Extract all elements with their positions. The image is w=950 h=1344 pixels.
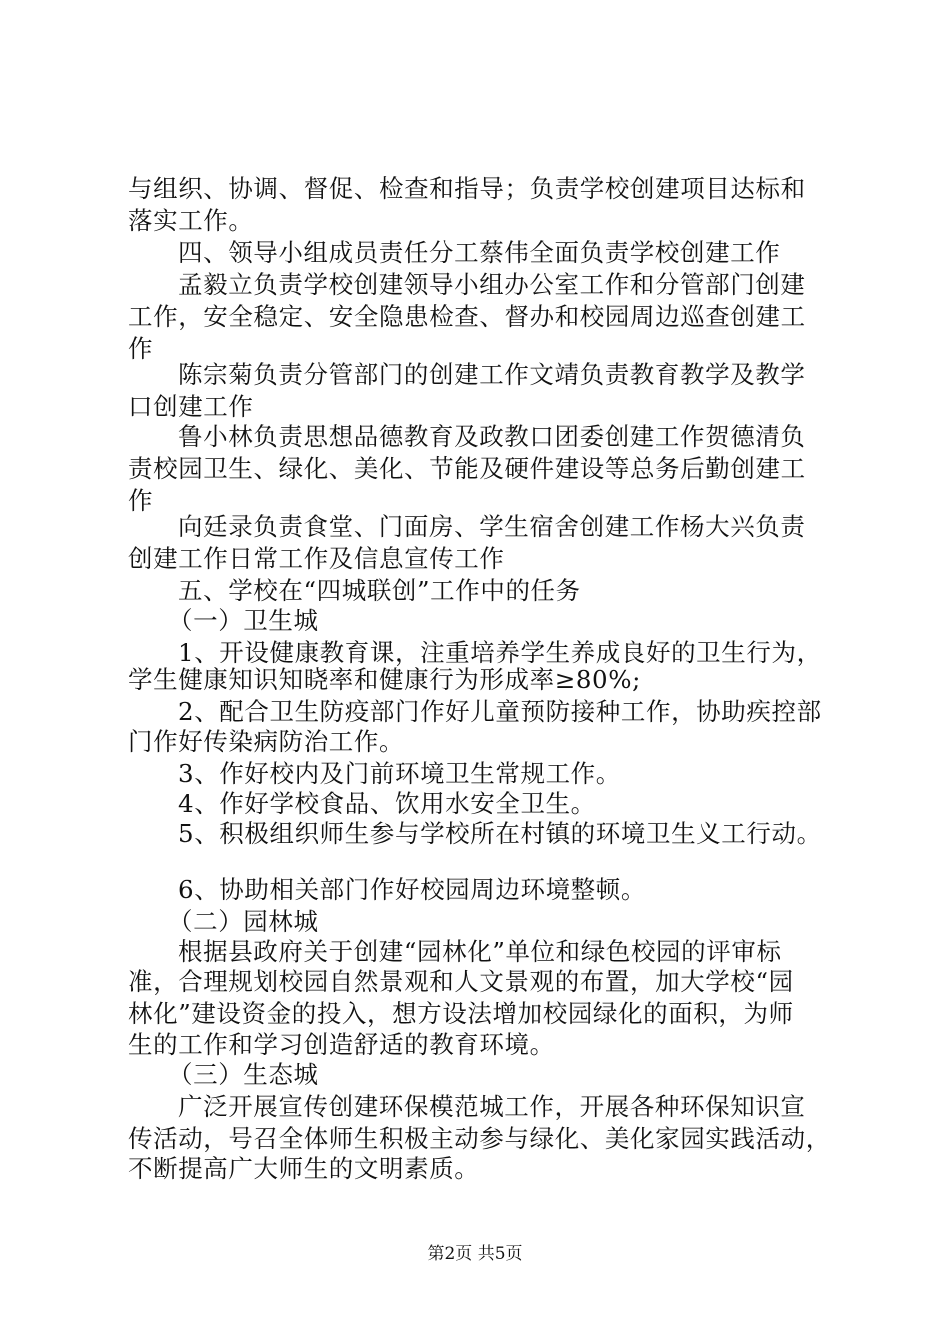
text-line: 生的工作和学习创造舒适的教育环境。 <box>128 1030 555 1059</box>
subsection-heading: （一）卫生城 <box>168 606 319 635</box>
text-line: 4、作好学校食品、饮用水安全卫生。 <box>178 789 596 818</box>
text-line: 落实工作。 <box>128 206 254 235</box>
text-line: 林化”建设资金的投入，想方设法增加校园绿化的面积，为师 <box>128 999 794 1028</box>
text-line: 准，合理规划校园自然景观和人文景观的布置，加大学校“园 <box>128 967 794 996</box>
text-line: 作 <box>128 334 154 363</box>
text-line: 6、协助相关部门作好校园周边环境整顿。 <box>178 875 646 904</box>
text-line: 工作，安全稳定、安全隐患检查、督办和校园周边巡查创建工 <box>128 302 806 331</box>
subsection-heading: （三）生态城 <box>168 1060 319 1089</box>
text-line: 3、作好校内及门前环境卫生常规工作。 <box>178 759 621 788</box>
text-line: 根据县政府关于创建“园林化”单位和绿色校园的评审标 <box>178 937 782 966</box>
text-line: 传活动，号召全体师生积极主动参与绿化、美化家园实践活动， <box>128 1124 831 1153</box>
text-line: 向廷录负责食堂、门面房、学生宿舍创建工作杨大兴负责 <box>178 512 806 541</box>
text-line: 鲁小林负责思想品德教育及政教口团委创建工作贺德清负 <box>178 422 806 451</box>
text-line: 5、积极组织师生参与学校所在村镇的环境卫生义工行动。 <box>178 819 822 848</box>
subsection-heading: （二）园林城 <box>168 907 319 936</box>
text-line: 广泛开展宣传创建环保模范城工作，开展各种环保知识宣 <box>178 1092 806 1121</box>
text-line: 陈宗菊负责分管部门的创建工作文靖负责教育教学及教学 <box>178 360 806 389</box>
text-line: 孟毅立负责学校创建领导小组办公室工作和分管部门创建 <box>178 270 806 299</box>
text-line: 门作好传染病防治工作。 <box>128 727 405 756</box>
text-line: 学生健康知识知晓率和健康行为形成率≥80%; <box>128 665 641 694</box>
text-line: 与组织、协调、督促、检查和指导；负责学校创建项目达标和 <box>128 174 806 203</box>
text-line: 口创建工作 <box>128 392 254 421</box>
section-heading: 五、学校在“四城联创”工作中的任务 <box>178 576 581 605</box>
text-line: 责校园卫生、绿化、美化、节能及硬件建设等总务后勤创建工 <box>128 454 806 483</box>
text-line: 不断提高广大师生的文明素质。 <box>128 1154 480 1183</box>
section-heading: 四、领导小组成员责任分工蔡伟全面负责学校创建工作 <box>178 238 781 267</box>
text-line: 作 <box>128 486 154 515</box>
text-line: 1、开设健康教育课，注重培养学生养成良好的卫生行为， <box>178 638 822 667</box>
text-line: 创建工作日常工作及信息宣传工作 <box>128 544 505 573</box>
text-line: 2、配合卫生防疫部门作好儿童预防接种工作，协助疾控部 <box>178 697 822 726</box>
page-number: 第2页 共5页 <box>427 1244 523 1264</box>
